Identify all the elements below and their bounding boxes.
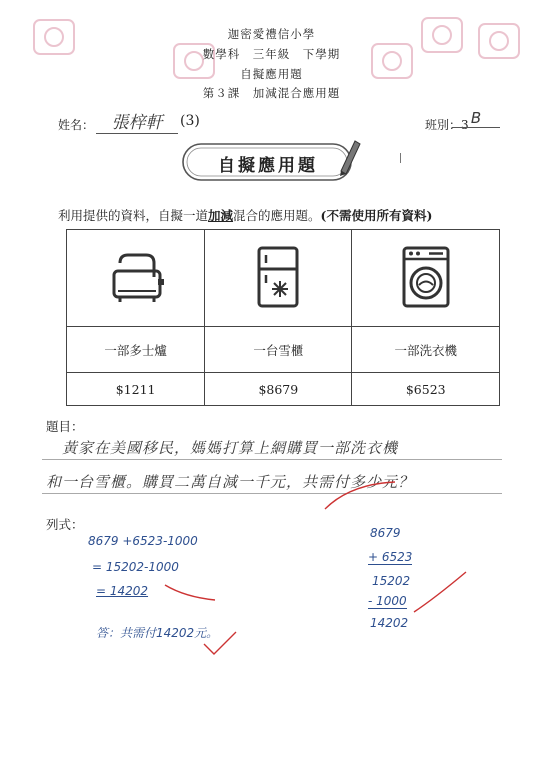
check-mark [160,575,220,605]
item-price: $8679 [205,373,352,406]
working-step: = 15202-1000 [92,560,179,574]
working-step: = 14202 [96,584,149,598]
answer-statement: 答：共需付14202元。 [96,626,219,640]
answer-line [42,493,502,494]
label-row [67,327,500,373]
subject-line: 數學科 三年級 下學期 [202,47,341,61]
name-label: 姓名： [58,118,95,132]
price-row [67,373,500,406]
school-name: 迦密愛禮信小學 [227,27,316,41]
class-value: B [452,109,500,128]
check-mark [200,628,240,658]
item-label: 一台雪櫃 [205,327,352,373]
icon-row [67,230,500,327]
washing-machine-icon [401,245,451,309]
question-line-2: 和一台雪櫃。購買二萬自減一千元，共需付多少元？ [46,473,415,491]
student-number: (3) [180,113,200,129]
worksheet-title: 自擬應用題 [240,67,303,81]
item-price: $6523 [352,373,500,406]
item-label: 一部洗衣機 [352,327,500,373]
answer-line [42,459,502,460]
check-mark [410,568,470,618]
working-label: 列式： [46,517,84,532]
instruction-emphasis: 加減 [208,208,234,223]
vertical-step: 14202 [370,616,409,630]
vertical-step: 15202 [372,574,411,588]
vertical-step: 8679 [370,526,401,540]
banner-title: 自擬應用題 [218,156,318,176]
item-table [66,229,500,406]
class-label: 班別：3 [425,118,469,132]
tick-mark [400,153,401,163]
instruction-middle: 混合的應用題。 [233,208,321,223]
correction-mark [320,474,400,514]
instruction [58,206,432,224]
item-price: $1211 [67,373,205,406]
instruction-prefix: 利用提供的資料，自擬一道 [58,208,209,223]
question-label: 題目： [46,419,84,434]
name-value: 張梓軒 [96,108,178,134]
refrigerator-icon [256,245,300,309]
item-cell [67,230,205,327]
question-line-1: 黃家在美國移民，媽媽打算上網購買一部洗衣機 [62,439,399,457]
lesson-title: 第３課 加減混合應用題 [202,86,341,100]
item-label: 一部多士爐 [67,327,205,373]
item-cell [205,230,352,327]
working-step: 8679 +6523-1000 [88,534,198,548]
vertical-step: + 6523 [368,550,413,564]
instruction-note: (不需使用所有資料) [320,208,433,223]
item-cell [352,230,500,327]
pencil-icon [335,135,363,177]
vertical-step: - 1000 [368,594,407,608]
toaster-icon [106,249,166,305]
